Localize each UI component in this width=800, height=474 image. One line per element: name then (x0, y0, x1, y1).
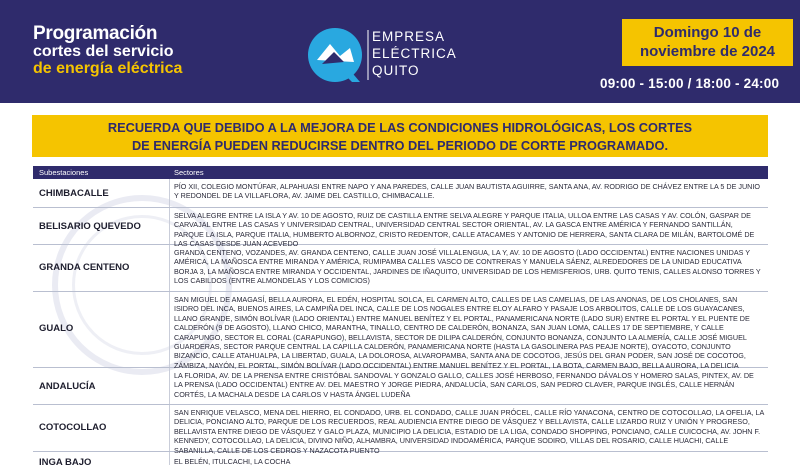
substation-name: COTOCOLLAO (39, 422, 107, 433)
substation-name: INGA BAJO (39, 457, 92, 468)
substation-name: GUALO (39, 323, 74, 334)
column-header-substations: Subestaciones (39, 168, 89, 177)
date-badge (622, 19, 793, 66)
column-header-sectors: Sectores (174, 168, 204, 177)
sector-list: GRANDA CENTENO, VOZANDES, AV. GRANDA CENTENO, CALLE JUAN JOSÉ VILLALENGUA, LA Y, AV. 10 DE AGOSTO (LADO OCCIDENTAL) ENTRE NACIONES UNIDAS Y AMÉRICA, LA MAÑOSCA ENTRE MIRANDA Y AMÉRICA, RUMIPAMBA CALLES VASCO DE CONTRERAS Y MANUELA SÁENZ, ALREDEDORES DE LA UNIDAD EDUCATIVA BORJA 3, LA MAÑOSCA ENTRE MIRANDA Y OCCIDENTAL, JARDINES DE IÑAQUITO, UNIVERSIDAD DE LOS HEMISFERIOS, URB. QUITO TENIS, CALLES ALONSO TORRES Y LOS CABILDOS (ENTRE ALMONDELAS Y LOS COMICIOS) (174, 248, 761, 286)
outage-table (33, 166, 768, 474)
table-row (33, 208, 768, 249)
company-name-line-2: ELÉCTRICA (372, 46, 457, 61)
substation-name: BELISARIO QUEVEDO (39, 221, 141, 232)
table-row (33, 452, 768, 474)
title-line-2: cortes del servicio (33, 43, 174, 60)
table-header (33, 166, 768, 179)
sector-list: SAN MIGUEL DE AMAGASÍ, BELLA AURORA, EL EDÉN, HOSPITAL SOLCA, EL CARMEN ALTO, CALLES DE LAS CAMELIAS, DE LAS ANONAS, DE LOS CHOLANES, SAN ISIDRO DEL INCA, BUENOS AIRES, LA CAMPIÑA DEL INCA, CALLE DE LOS NOGALES ENTRE ELOY ALFARO Y PASAJE LOS ARBOLITOS, CALLE DE LOS GUAYACANES, LLANO GRANDE, SIMÓN BOLÍVAR (LADO ORIENTAL) ENTRE MANUEL BENÍTEZ Y EL PORTAL, PANAMERICANA NORTE (LADO SUR) ENTRE EL PORTAL Y EL PUENTE DE CALDERÓN (9 DE AGOSTO), LLANO CHICO, MARANTHA, TINALLO, CENTRO DE CALDERÓN, BONANZA, SAN JUAN LOMA, CALLES 17 DE SEPTIEMBRE, Y CALLE CARAPUNGO, SECTOR EL CORAL (CARAPUNGO), BELLAVISTA, SECTOR DE DILIPA CALDERÓN, CONJUNTO BONANZA, CONJUNTO LA ALMERÍA, CALLE JOSÉ MIGUEL GUARDERAS, SECTOR PARQUE CENTRAL LA CAPILLA CALDERÓN, PANAMERICANA NORTE (HASTA LA GASOLINERA PAS PEAJE NORTE), OYACOTO, CONJUNTO BIZANCIO, CALLE ATAHUALPA, LA LIBERTAD, GUALA, LA DOLOROSA, ALVAROPAMBA, SANTA ANA DE COCOTOG, JESÚS DEL GRAN PODER, SAN JOSÉ DE COCOTOG, ZÁMBIZA, NAYÓN, EL PORTAL, SIMÓN BOLÍVAR (LADO OCCIDENTAL) ENTRE MANUEL BENÍTEZ Y EL PORTAL, LA BOTA, CARMEN BAJO, BELLA AURORA, LA DELICIA (174, 295, 750, 370)
sector-list: PÍO XII, COLEGIO MONTÚFAR, ALPAHUASI ENTRE NAPO Y ANA PAREDES, CALLE JUAN BAUTISTA AGUIRRE, SANTA ANA, AV. RODRIGO DE CHÁVEZ ENTRE LA 5 DE JUNIO Y REDONDEL DE LA VILLAFLORA, AV. JAIME DEL CASTILLO, CHIMBACALLE. (174, 182, 760, 201)
table-row (33, 292, 768, 368)
substation-name: ANDALUCÍA (39, 381, 96, 392)
table-row (33, 245, 768, 292)
table-row (33, 179, 768, 208)
substation-name: CHIMBACALLE (39, 188, 109, 199)
notice-line-2: DE ENERGÍA PUEDEN REDUCIRSE DENTRO DEL PERIODO DE CORTE PROGRAMADO. (131, 138, 669, 153)
title-line-3: de energía eléctrica (33, 60, 183, 77)
company-name-line-1: EMPRESA (372, 29, 446, 44)
sector-list: SELVA ALEGRE ENTRE LA ISLA Y AV. 10 DE AGOSTO, RUIZ DE CASTILLA ENTRE SELVA ALEGRE Y PARQUE ITALIA, ULLOA ENTRE LAS CASAS Y AV. COLÓN, GASPAR DE CARVAJAL ENTRE LAS CASAS Y UNIVERSIDAD CENTRAL, UNIVERSIDAD CENTRAL SECTOR ORIENTAL, AV. LA GASCA ENTRE AMÉRICA Y FERNANDO SANTILLÁN, PARQUE LA ISLA, PARQUE ITALIA, HUMBERTO ALBORNOZ, CRISTO REDENTOR, CALLE ATACAMES Y ANTONIO DE HERRERA, SANTA CLARA DE MILÁN, BARTOLOMÉ DE LAS CASAS DESDE JUAN ACEVEDO (174, 211, 755, 249)
outage-hours: 09:00 - 15:00 / 18:00 - 24:00 (600, 76, 780, 91)
table-row (33, 405, 768, 455)
notice-line-1: RECUERDA QUE DEBIDO A LA MEJORA DE LAS CONDICIONES HIDROLÓGICAS, LOS CORTES (107, 120, 693, 135)
header-bar (0, 0, 800, 103)
company-name-line-3: QUITO (372, 63, 420, 78)
sector-list: SAN ENRIQUE VELASCO, MENA DEL HIERRO, EL CONDADO, URB. EL CONDADO, CALLE JUAN PRÓCEL, CALLE RÍO YANACONA, CENTRO DE COTOCOLLAO, LA OFELIA, LA DELICIA, PONCIANO ALTO, PARQUE DE LOS RECUERDOS, REAL AUDIENCIA ENTRE DIEGO DE VÁSQUEZ Y BELLAVISTA, CALLE LIZARDO RUIZ Y UNIÓN Y PROGRESO, BELLAVISTA ENTRE DIEGO DE VÁSQUEZ Y GALO PLAZA, MUNICIPIO LA DELICIA, ESTADIO DE LA LIGA, CONDADO SHOPPING, PONCIANO, CALLE CUICOCHA, AV. JOHN F. KENNEDY, COTOCOLLAO, LA DELICIA, DIVINO NIÑO, ALHAMBRA, UNIVERSIDAD INDOAMÉRICA, PARQUE SODIRO, VILLAS DEL ROSARIO, CALLE HUACHI, CALLE SABANILLA, CALLE DE LOS CEDROS Y NAZACOTA PUENTO (174, 408, 764, 455)
sector-list: EL BELÉN, ITULCACHI, LA COCHA (174, 457, 291, 466)
title-line-1: Programación (33, 23, 158, 44)
notice-banner (32, 115, 768, 157)
sector-list: LA FLORIDA, AV. DE LA PRENSA ENTRE CRISTÓBAL SANDOVAL Y GONZALO GALLO, CALLES JOSÉ HERBOSO, FERNANDO DÁVALOS Y HOMERO SALAS, PINTEX, AV. DE LA PRENSA (LADO OCCIDENTAL) ENTRE AV. DEL MAESTRO Y JORGE PIEDRA, ANDALUCÍA, SAN CARLOS, SAN PEDRO CLAVER, PARQUE INGLÉS, CALLE HERNÁN CORTÉS, LA MACHALA DESDE LA CARLOS V HASTA ÁNGEL LUDEÑA (174, 371, 754, 399)
company-name (372, 28, 457, 79)
substation-name: GRANDA CENTENO (39, 262, 130, 273)
page-title (33, 24, 182, 77)
date-line-2: noviembre de 2024 (639, 43, 776, 60)
table-row (33, 368, 768, 405)
date-line-1: Domingo 10 de (653, 24, 762, 41)
